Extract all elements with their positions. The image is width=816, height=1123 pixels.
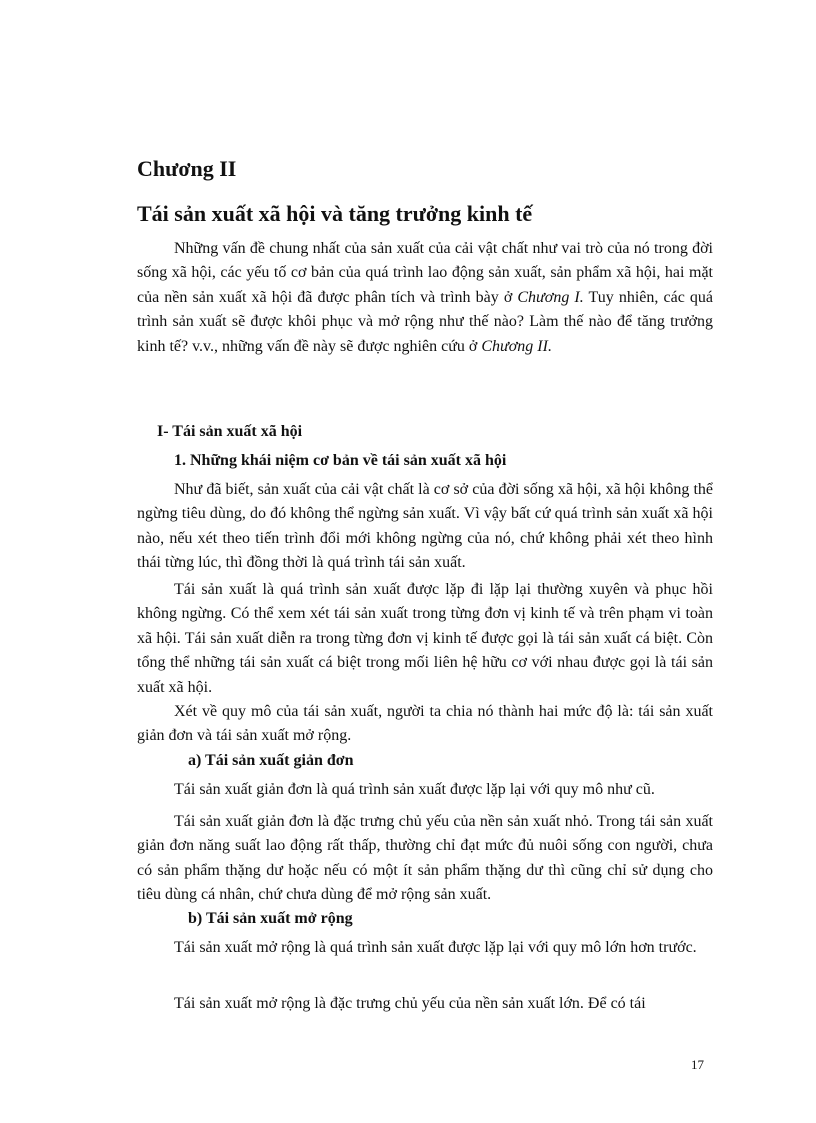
paragraph-3: Xét về quy mô của tái sản xuất, người ta chia nó thành hai mức độ là: tái sản xuất giản đơn và tái sản xuất mở rộng. [137, 703, 713, 745]
paragraph-a-2: Tái sản xuất giản đơn là đặc trưng chủ yếu của nền sản xuất nhỏ. Trong tái sản xuất giản đơn năng suất lao động rất thấp, thường chỉ đạt mức đủ nuôi sống con người, chưa có sản phẩm thặng dư hoặc nếu có một ít sản phẩm thặng dư thì cũng chỉ sử dụng cho tiêu dùng cá nhân, chứ chưa dùng để mở rộng sản xuất. [137, 813, 713, 904]
paragraph-b-1: Tái sản xuất mở rộng là quá trình sản xuất được lặp lại với quy mô lớn hơn trước. [174, 939, 697, 956]
section-heading: I- Tái sản xuất xã hội [157, 423, 303, 440]
chapter-label: Chương II [137, 156, 237, 181]
paragraph-a-1: Tái sản xuất giản đơn là quá trình sản xuất được lặp lại với quy mô như cũ. [174, 781, 655, 798]
paragraph-2: Tái sản xuất là quá trình sản xuất được lặp đi lặp lại thường xuyên và phục hồi không ngừng. Có thể xem xét tái sản xuất trong từng đơn vị kinh tế và trên phạm vi toàn xã hội. Tái sản xuất diễn ra trong từng đơn vị kinh tế được gọi là tái sản xuất cá biệt. Còn tổng thể những tái sản xuất cá biệt trong mối liên hệ hữu cơ với nhau được gọi là tái sản xuất xã hội. [137, 581, 713, 696]
subsection-a-heading: a) Tái sản xuất giản đơn [188, 752, 354, 769]
subsection-b-heading: b) Tái sản xuất mở rộng [188, 910, 353, 927]
paragraph-1: Như đã biết, sản xuất của cải vật chất là cơ sở của đời sống xã hội, xã hội không thể ngừng tiêu dùng, do đó không thể ngừng sản xuất. Vì vậy bất cứ quá trình sản xuất xã hội nào, nếu xét theo tiến trình đổi mới không ngừng của nó, chứ không phải xét theo hình thái từng lúc, thì đồng thời là quá trình tái sản xuất. [137, 481, 713, 572]
intro-ref-2: Chương II. [481, 337, 552, 355]
intro-ref-1: Chương I. [517, 288, 584, 306]
subsection-heading: 1. Những khái niệm cơ bản về tái sản xuất xã hội [174, 452, 507, 469]
intro-text-1: Những vấn đề chung nhất của sản xuất của cải vật chất như vai trò của nó trong đời sống xã hội, các yếu tố cơ bản của quá trình lao động sản xuất, sản phẩm xã hội, hai mặt của nền sản xuất xã hội đã được phân tích và trình bày ở [137, 240, 713, 306]
intro-paragraph [137, 237, 713, 359]
page-number: 17 [691, 1057, 704, 1072]
intro-text-2: Tuy nhiên, các quá trình sản xuất sẽ được khôi phục và mở rộng như thế nào? Làm thế nào để tăng trưởng kinh tế? v.v., những vấn đề này sẽ được nghiên cứu ở [137, 288, 714, 355]
paragraph-b-2: Tái sản xuất mở rộng là đặc trưng chủ yếu của nền sản xuất lớn. Để có tái [174, 995, 646, 1012]
chapter-title: Tái sản xuất xã hội và tăng trưởng kinh tế [137, 201, 533, 226]
